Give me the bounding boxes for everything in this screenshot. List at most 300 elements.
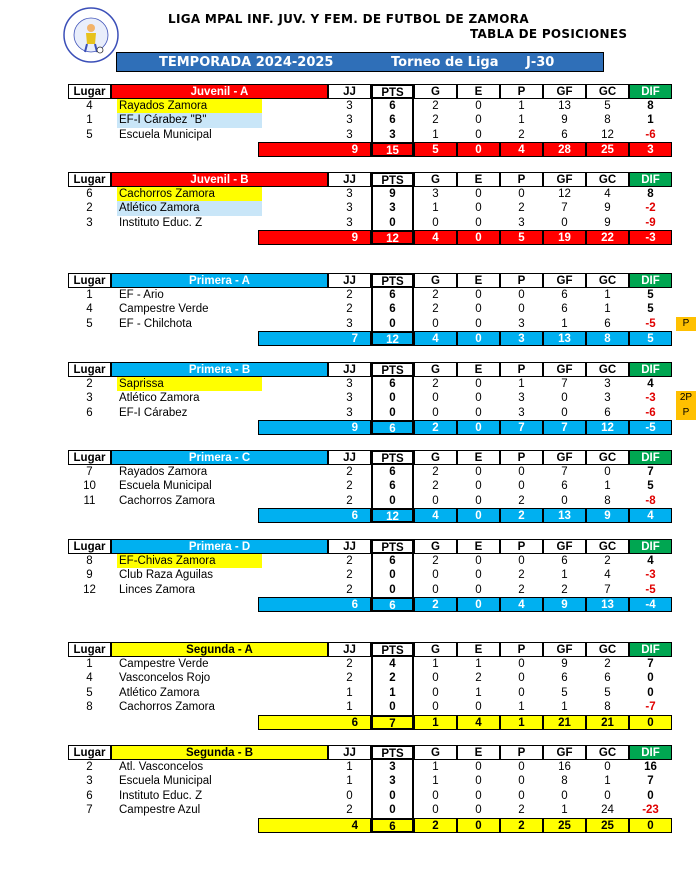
team-e: 0 — [475, 392, 482, 405]
team-g: 0 — [432, 494, 439, 507]
team-name: Cachorros Zamora — [119, 701, 215, 714]
team-gc: 12 — [601, 128, 614, 141]
team-g: 1 — [432, 128, 439, 141]
group-name: Juvenil - B — [111, 172, 328, 187]
team-gf: 1 — [561, 701, 568, 714]
team-gc: 1 — [604, 288, 611, 301]
team-p: 0 — [518, 554, 525, 567]
penalty-mark: 2P — [676, 391, 696, 406]
col-e: E — [457, 84, 500, 99]
total-pts: 6 — [371, 420, 414, 435]
team-row — [68, 803, 659, 818]
team-p: 0 — [518, 288, 525, 301]
team-p: 1 — [518, 377, 525, 390]
team-dif: 5 — [647, 480, 654, 493]
team-g: 0 — [432, 406, 439, 419]
team-g: 1 — [432, 202, 439, 215]
team-gf: 9 — [561, 657, 568, 670]
team-gf: 6 — [561, 672, 568, 685]
total-e: 0 — [457, 818, 500, 833]
team-gc: 8 — [604, 114, 611, 127]
team-pts: 3 — [371, 201, 414, 216]
team-dif: -7 — [645, 701, 656, 714]
team-dif: 4 — [647, 377, 654, 390]
team-gf: 7 — [561, 465, 568, 478]
col-gf: GF — [543, 273, 586, 288]
col-g: G — [414, 642, 457, 657]
team-jj: 2 — [346, 804, 353, 817]
team-row — [68, 700, 656, 715]
team-gc: 9 — [604, 202, 611, 215]
team-e: 0 — [475, 480, 482, 493]
col-p: P — [500, 84, 543, 99]
team-gc: 24 — [601, 804, 614, 817]
team-dif: 0 — [647, 789, 654, 802]
team-name: Cachorros Zamora — [119, 494, 215, 507]
team-p: 3 — [518, 406, 525, 419]
team-dif: -2 — [645, 202, 656, 215]
team-dif: -8 — [645, 494, 656, 507]
team-e: 1 — [475, 657, 482, 670]
group-header — [68, 172, 660, 187]
team-p: 0 — [518, 760, 525, 773]
total-pts: 6 — [371, 597, 414, 612]
team-position: 4 — [86, 303, 93, 316]
team-gc: 6 — [604, 406, 611, 419]
team-row — [68, 657, 654, 672]
team-name: EF - Chilchota — [119, 317, 192, 330]
total-e: 0 — [457, 420, 500, 435]
team-p: 2 — [518, 569, 525, 582]
team-dif: 5 — [647, 303, 654, 316]
col-p: P — [500, 745, 543, 760]
team-p: 0 — [518, 775, 525, 788]
total-jj: 9 — [258, 230, 371, 245]
col-pts: PTS — [371, 745, 414, 760]
team-gc: 0 — [604, 789, 611, 802]
total-gc: 12 — [586, 420, 629, 435]
total-e: 0 — [457, 597, 500, 612]
col-e: E — [457, 450, 500, 465]
group-table — [68, 273, 690, 347]
league-title: LIGA MPAL INF. JUV. Y FEM. DE FUTBOL DE ZAMORA — [168, 12, 529, 26]
team-name: EF-I Cárabez — [119, 406, 188, 419]
team-position: 3 — [86, 392, 93, 405]
team-e: 0 — [475, 377, 482, 390]
team-e: 0 — [475, 760, 482, 773]
total-pts: 12 — [371, 331, 414, 346]
col-gf: GF — [543, 539, 586, 554]
col-lugar: Lugar — [68, 84, 111, 99]
team-e: 0 — [475, 775, 482, 788]
team-name: Escuela Municipal — [119, 480, 212, 493]
team-g: 1 — [432, 657, 439, 670]
team-pts: 0 — [371, 391, 414, 406]
col-jj: JJ — [328, 362, 371, 377]
total-gc: 13 — [586, 597, 629, 612]
group-header — [68, 539, 660, 554]
team-gf: 0 — [561, 392, 568, 405]
col-p: P — [500, 172, 543, 187]
group-totals — [68, 142, 654, 158]
team-pts: 9 — [371, 187, 414, 202]
team-jj: 2 — [346, 480, 353, 493]
team-row — [68, 377, 654, 392]
team-gf: 6 — [561, 303, 568, 316]
team-e: 0 — [475, 202, 482, 215]
col-g: G — [414, 84, 457, 99]
team-row — [68, 113, 654, 128]
team-jj: 2 — [346, 583, 353, 596]
group-header — [68, 84, 660, 99]
team-name: Saprissa — [117, 377, 262, 392]
team-name: Vasconcelos Rojo — [119, 672, 211, 685]
team-jj: 3 — [346, 202, 353, 215]
col-gc: GC — [586, 84, 629, 99]
team-dif: -23 — [642, 804, 659, 817]
team-p: 0 — [518, 789, 525, 802]
team-e: 1 — [475, 686, 482, 699]
total-gc: 25 — [586, 818, 629, 833]
col-jj: JJ — [328, 539, 371, 554]
total-e: 4 — [457, 715, 500, 730]
team-e: 0 — [475, 465, 482, 478]
team-p: 2 — [518, 202, 525, 215]
team-position: 7 — [86, 465, 93, 478]
col-gc: GC — [586, 273, 629, 288]
team-g: 0 — [432, 392, 439, 405]
team-p: 2 — [518, 804, 525, 817]
team-row — [68, 671, 654, 686]
team-row — [68, 479, 654, 494]
col-e: E — [457, 745, 500, 760]
total-jj: 6 — [258, 508, 371, 523]
total-g: 1 — [414, 715, 457, 730]
team-gf: 12 — [558, 187, 571, 200]
total-g: 2 — [414, 597, 457, 612]
team-gc: 6 — [604, 317, 611, 330]
total-gf: 13 — [543, 331, 586, 346]
team-row — [68, 789, 654, 804]
team-position: 6 — [86, 187, 93, 200]
team-p: 0 — [518, 187, 525, 200]
team-e: 0 — [475, 554, 482, 567]
group-table — [68, 84, 660, 158]
team-position: 11 — [83, 494, 96, 507]
team-e: 0 — [475, 583, 482, 596]
team-pts: 2 — [371, 671, 414, 686]
team-p: 0 — [518, 686, 525, 699]
team-jj: 2 — [346, 569, 353, 582]
team-position: 3 — [86, 775, 93, 788]
col-jj: JJ — [328, 450, 371, 465]
team-gf: 0 — [561, 494, 568, 507]
team-gc: 2 — [604, 657, 611, 670]
team-e: 0 — [475, 494, 482, 507]
team-name: Rayados Zamora — [119, 465, 208, 478]
team-gc: 0 — [604, 760, 611, 773]
group-name: Primera - D — [111, 539, 328, 554]
team-jj: 1 — [346, 760, 353, 773]
total-pts: 12 — [371, 508, 414, 523]
col-e: E — [457, 273, 500, 288]
team-g: 0 — [432, 686, 439, 699]
team-position: 10 — [83, 480, 96, 493]
team-row — [68, 583, 656, 598]
team-dif: 5 — [647, 288, 654, 301]
group-table — [68, 362, 693, 436]
col-gf: GF — [543, 450, 586, 465]
group-name: Segunda - B — [111, 745, 328, 760]
col-gf: GF — [543, 362, 586, 377]
total-g: 2 — [414, 420, 457, 435]
team-dif: 7 — [647, 465, 654, 478]
team-p: 3 — [518, 216, 525, 229]
team-gc: 1 — [604, 480, 611, 493]
penalty-mark: P — [676, 406, 696, 421]
team-gf: 8 — [561, 775, 568, 788]
total-p: 2 — [500, 818, 543, 833]
col-g: G — [414, 362, 457, 377]
team-g: 2 — [432, 303, 439, 316]
team-g: 0 — [432, 789, 439, 802]
col-p: P — [500, 273, 543, 288]
group-totals — [68, 715, 654, 730]
team-position: 7 — [86, 804, 93, 817]
team-dif: 7 — [647, 775, 654, 788]
total-gf: 21 — [543, 715, 586, 730]
group-header — [68, 450, 660, 465]
team-name: Atlético Zamora — [117, 201, 262, 216]
total-g: 4 — [414, 331, 457, 346]
team-e: 0 — [475, 114, 482, 127]
team-position: 2 — [86, 202, 93, 215]
team-pts: 3 — [371, 774, 414, 789]
team-gc: 3 — [604, 392, 611, 405]
team-gc: 4 — [604, 569, 611, 582]
team-name: Instituto Educ. Z — [119, 789, 203, 802]
col-gc: GC — [586, 745, 629, 760]
team-gf: 16 — [558, 760, 571, 773]
team-jj: 2 — [346, 657, 353, 670]
team-row — [68, 187, 654, 202]
team-e: 0 — [475, 406, 482, 419]
team-name: EF - Ario — [119, 288, 164, 301]
team-p: 2 — [518, 494, 525, 507]
team-row — [68, 568, 656, 583]
team-dif: -6 — [645, 128, 656, 141]
team-position: 2 — [86, 377, 93, 390]
team-pts: 0 — [371, 583, 414, 598]
team-jj: 3 — [346, 392, 353, 405]
team-dif: 8 — [647, 187, 654, 200]
team-g: 2 — [432, 114, 439, 127]
col-jj: JJ — [328, 273, 371, 288]
team-e: 0 — [475, 288, 482, 301]
group-name: Primera - A — [111, 273, 328, 288]
total-gc: 9 — [586, 508, 629, 523]
team-gf: 9 — [561, 114, 568, 127]
team-row — [68, 406, 690, 421]
group-header — [68, 745, 660, 760]
total-p: 1 — [500, 715, 543, 730]
team-p: 3 — [518, 317, 525, 330]
team-jj: 3 — [346, 187, 353, 200]
team-e: 0 — [475, 804, 482, 817]
team-pts: 3 — [371, 760, 414, 775]
col-jj: JJ — [328, 745, 371, 760]
col-lugar: Lugar — [68, 273, 111, 288]
team-gf: 7 — [561, 202, 568, 215]
col-gc: GC — [586, 642, 629, 657]
team-gc: 1 — [604, 775, 611, 788]
team-dif: 0 — [647, 672, 654, 685]
team-position: 8 — [86, 554, 93, 567]
team-pts: 6 — [371, 479, 414, 494]
team-name: Atlético Zamora — [119, 392, 200, 405]
team-dif: -3 — [645, 392, 656, 405]
team-name: Escuela Municipal — [119, 775, 212, 788]
tournament-label: Torneo de Liga — [391, 55, 499, 70]
team-p: 1 — [518, 701, 525, 714]
team-row — [68, 317, 690, 332]
season-label: TEMPORADA 2024-2025 — [159, 55, 334, 70]
team-dif: 8 — [647, 99, 654, 112]
col-p: P — [500, 642, 543, 657]
group-header — [68, 273, 660, 288]
team-g: 0 — [432, 569, 439, 582]
team-row — [68, 760, 657, 775]
total-dif: -3 — [629, 230, 672, 245]
group-totals — [68, 230, 656, 246]
group-table — [68, 539, 660, 613]
team-jj: 2 — [346, 554, 353, 567]
team-g: 0 — [432, 317, 439, 330]
team-pts: 3 — [371, 128, 414, 143]
team-jj: 3 — [346, 99, 353, 112]
team-gf: 6 — [561, 480, 568, 493]
round-label: J-30 — [526, 55, 555, 70]
col-dif: DIF — [629, 84, 672, 99]
total-dif: -4 — [629, 597, 672, 612]
team-row — [68, 201, 656, 216]
team-name: EF-I Cárabez "B" — [117, 113, 262, 128]
col-jj: JJ — [328, 84, 371, 99]
team-position: 1 — [86, 114, 93, 127]
group-totals — [68, 508, 654, 524]
team-g: 2 — [432, 288, 439, 301]
team-jj: 0 — [346, 789, 353, 802]
team-dif: 4 — [647, 554, 654, 567]
team-gc: 2 — [604, 554, 611, 567]
col-dif: DIF — [629, 450, 672, 465]
team-g: 1 — [432, 760, 439, 773]
team-jj: 1 — [346, 701, 353, 714]
team-gf: 2 — [561, 583, 568, 596]
team-gf: 1 — [561, 317, 568, 330]
total-p: 3 — [500, 331, 543, 346]
total-gf: 25 — [543, 818, 586, 833]
team-name: Rayados Zamora — [117, 99, 262, 114]
team-jj: 2 — [346, 465, 353, 478]
team-row — [68, 302, 654, 317]
team-dif: -5 — [645, 317, 656, 330]
col-p: P — [500, 362, 543, 377]
col-pts: PTS — [371, 84, 414, 99]
col-jj: JJ — [328, 172, 371, 187]
team-e: 0 — [475, 569, 482, 582]
team-position: 6 — [86, 406, 93, 419]
total-dif: 4 — [629, 508, 672, 523]
col-lugar: Lugar — [68, 642, 111, 657]
total-gc: 25 — [586, 142, 629, 157]
team-g: 2 — [432, 465, 439, 478]
col-pts: PTS — [371, 539, 414, 554]
team-gc: 4 — [604, 187, 611, 200]
team-position: 5 — [86, 128, 93, 141]
team-row — [68, 554, 654, 569]
total-jj: 7 — [258, 331, 371, 346]
group-header — [68, 642, 660, 657]
team-g: 2 — [432, 480, 439, 493]
team-gc: 1 — [604, 303, 611, 316]
group-header — [68, 362, 660, 377]
total-gf: 9 — [543, 597, 586, 612]
total-jj: 6 — [258, 597, 371, 612]
col-e: E — [457, 642, 500, 657]
team-p: 3 — [518, 392, 525, 405]
team-position: 12 — [83, 583, 96, 596]
team-p: 0 — [518, 465, 525, 478]
team-gf: 0 — [561, 406, 568, 419]
team-position: 5 — [86, 317, 93, 330]
total-g: 2 — [414, 818, 457, 833]
col-lugar: Lugar — [68, 745, 111, 760]
team-g: 0 — [432, 804, 439, 817]
col-g: G — [414, 172, 457, 187]
team-gf: 1 — [561, 569, 568, 582]
team-e: 0 — [475, 789, 482, 802]
col-gc: GC — [586, 362, 629, 377]
col-pts: PTS — [371, 273, 414, 288]
team-p: 1 — [518, 99, 525, 112]
team-pts: 4 — [371, 657, 414, 672]
col-lugar: Lugar — [68, 450, 111, 465]
team-dif: -9 — [645, 216, 656, 229]
team-jj: 2 — [346, 288, 353, 301]
team-name: Campestre Verde — [119, 657, 209, 670]
total-p: 2 — [500, 508, 543, 523]
col-g: G — [414, 450, 457, 465]
team-row — [68, 128, 656, 143]
team-jj: 3 — [346, 406, 353, 419]
group-table — [68, 450, 660, 524]
team-jj: 3 — [346, 317, 353, 330]
total-jj: 6 — [258, 715, 371, 730]
team-position: 3 — [86, 216, 93, 229]
team-g: 2 — [432, 99, 439, 112]
team-pts: 6 — [371, 302, 414, 317]
penalty-mark: P — [676, 317, 696, 332]
group-name: Juvenil - A — [111, 84, 328, 99]
team-gc: 7 — [604, 583, 611, 596]
team-pts: 0 — [371, 406, 414, 421]
total-e: 0 — [457, 142, 500, 157]
total-gf: 28 — [543, 142, 586, 157]
team-gf: 7 — [561, 377, 568, 390]
col-gf: GF — [543, 84, 586, 99]
col-dif: DIF — [629, 745, 672, 760]
